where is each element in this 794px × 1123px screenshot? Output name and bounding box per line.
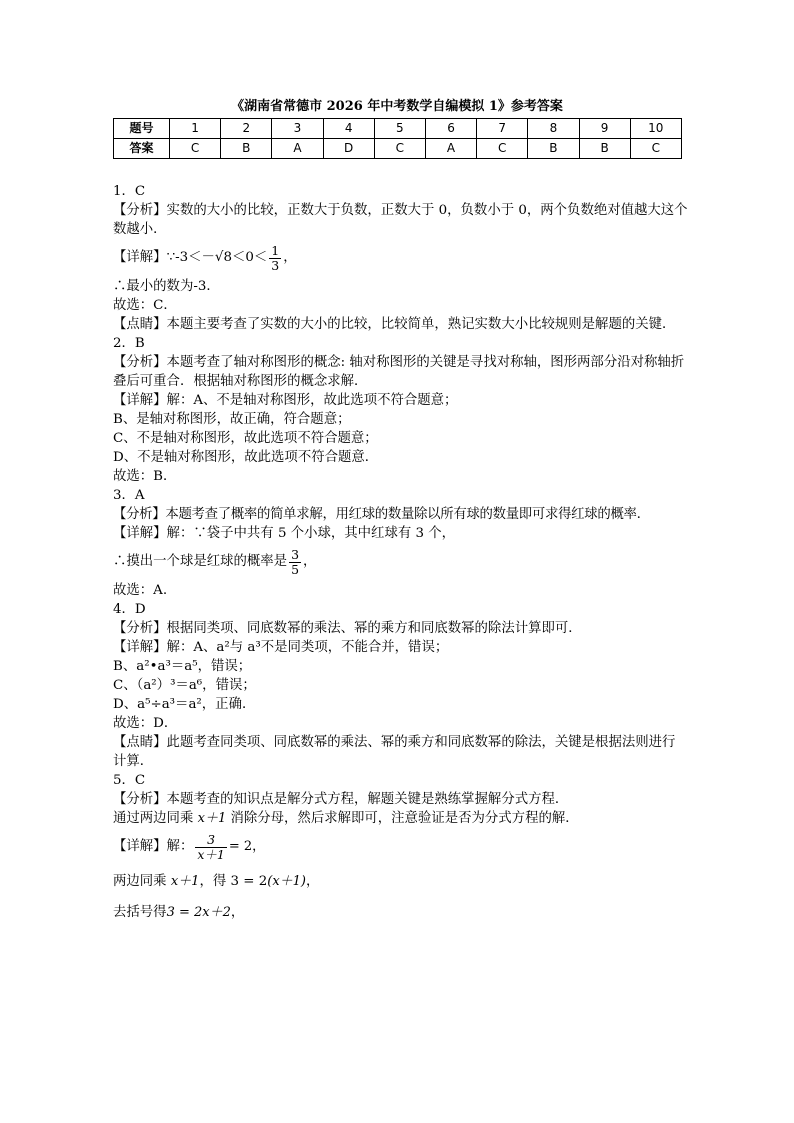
answer-cell: C <box>630 139 681 159</box>
q5-step-math2: (x＋1) <box>267 874 306 889</box>
q4-choice: 故选：D． <box>113 716 178 731</box>
q3-choice: 故选：A. <box>113 583 168 598</box>
q5-detail-tail: = 2， <box>228 839 266 854</box>
answer-cell: C <box>374 139 425 159</box>
q1-fraction-num: 1 <box>271 242 280 258</box>
q2-analysis: 【分析】本题考查了轴对称图形的概念: 轴对称图形的关键是寻找对称轴，图形两部分沿对称轴折叠后可重合．根据轴对称图形的概念求解． <box>113 355 685 389</box>
q1-fraction <box>269 244 281 273</box>
q3-heading: 3．A <box>113 488 145 503</box>
q2-line: D、不是轴对称图形，故此选项不符合题意． <box>113 450 379 465</box>
q5-fraction-num: 3 <box>207 831 216 847</box>
answer-cell: D <box>323 139 374 159</box>
answer-cell: B <box>221 139 272 159</box>
question-number-cell: 1 <box>170 119 221 139</box>
q4-comment: 【点睛】此题考查同类项、同底数幂的乘法、幂的乘方和同底数幂的除法，关键是根据法则进行计算． <box>113 735 676 769</box>
q5-expand-math: 3 = 2x＋2 <box>166 905 231 920</box>
q5-expand <box>113 903 688 922</box>
q3-analysis: 【分析】本题考查了概率的简单求解，用红球的数量除以所有球的数量即可求得红球的概率. <box>113 507 641 522</box>
q5-step-mid: ，得 3 = 2 <box>199 874 268 889</box>
answer-cell: C <box>170 139 221 159</box>
q2-line: C、不是轴对称图形，故此选项不符合题意； <box>113 431 378 446</box>
q5-method <box>113 809 688 828</box>
q4-line: B、a²•a³＝a⁵，错误； <box>113 659 252 674</box>
q5-fraction <box>195 833 227 862</box>
q5-fraction-den: x＋1 <box>197 846 225 862</box>
question-number-cell: 7 <box>477 119 528 139</box>
q3-probability <box>113 543 688 581</box>
q5-detail <box>113 828 688 866</box>
q5-method-math: x＋1 <box>197 811 227 826</box>
q1-analysis: 【分析】实数的大小的比较，正数大于负数，正数大于 0，负数小于 0，两个负数绝对值越大这个数越小． <box>113 203 688 237</box>
q5-expand-pre: 去括号得 <box>113 905 167 920</box>
q4-line: D、a⁵÷a³＝a²，正确． <box>113 697 256 712</box>
q4-heading: 4．D <box>113 602 146 617</box>
answer-cell: A <box>425 139 476 159</box>
q5-heading: 5．C <box>113 773 146 788</box>
question-number-cell: 10 <box>630 119 681 139</box>
q5-step-math: x＋1 <box>170 874 200 889</box>
question-number-cell: 3 <box>272 119 323 139</box>
q1-detail-label: 【详解】 <box>113 250 167 265</box>
question-number-cell: 9 <box>579 119 630 139</box>
q5-step-tail: ， <box>306 874 320 889</box>
q3-fraction-den: 5 <box>291 561 300 577</box>
question-number-cell: 4 <box>323 119 374 139</box>
q3-fraction <box>289 548 301 577</box>
q4-analysis: 【分析】根据同类项、同底数幂的乘法、幂的乘方和同底数幂的除法计算即可． <box>113 621 582 636</box>
q1-comment: 【点睛】本题主要考查了实数的大小的比较，比较简单，熟记实数大小比较规则是解题的关键． <box>113 317 676 332</box>
answer-cell: B <box>528 139 579 159</box>
q3-probability-text: ∴摸出一个球是红球的概率是 <box>113 554 288 569</box>
question-number-cell: 2 <box>221 119 272 139</box>
page-title: 《湖南省常德市 2026 年中考数学自编模拟 1》参考答案 <box>231 99 563 114</box>
q2-heading: 2．B <box>113 336 145 351</box>
q2-line: 【详解】解：A、不是轴对称图形，故此选项不符合题意； <box>113 393 458 408</box>
q1-heading: 1．C <box>113 184 146 199</box>
q2-line: B、是轴对称图形，故正确，符合题意； <box>113 412 351 427</box>
q2-choice: 故选：B． <box>113 469 177 484</box>
q5-analysis: 【分析】本题考查的知识点是解分式方程，解题关键是熟练掌握解分式方程． <box>113 792 569 807</box>
q5-step-pre: 两边同乘 <box>113 874 167 889</box>
answer-row <box>114 139 682 159</box>
row-label-answer: 答案 <box>114 139 170 159</box>
q1-fraction-den: 3 <box>271 257 280 273</box>
question-number-row <box>114 119 682 139</box>
answer-cell: B <box>579 139 630 159</box>
q1-choice: 故选：C． <box>113 298 177 313</box>
answer-cell: C <box>477 139 528 159</box>
answer-table <box>113 118 682 159</box>
q4-line: C、（a²）³＝a⁶，错误； <box>113 678 256 693</box>
q1-detail <box>113 239 688 277</box>
q1-detail-expr: ∵-3＜－√8＜0＜ <box>166 250 268 265</box>
row-label-number: 题号 <box>114 119 170 139</box>
q5-method-pre: 通过两边同乘 <box>113 811 194 826</box>
q3-probability-tail: ， <box>303 554 317 569</box>
q5-expand-tail: ， <box>230 905 245 920</box>
q3-fraction-num: 3 <box>291 546 300 562</box>
q1-line: ∴最小的数为-3． <box>113 279 220 294</box>
q4-line: 【详解】解：A、a²与 a³不是同类项，不能合并，错误； <box>113 640 449 655</box>
q5-method-post: 消除分母，然后求解即可，注意验证是否为分式方程的解． <box>230 811 579 826</box>
q1-detail-tail: ， <box>283 250 297 265</box>
answer-cell: A <box>272 139 323 159</box>
question-number-cell: 6 <box>425 119 476 139</box>
question-number-cell: 5 <box>374 119 425 139</box>
q5-step <box>113 872 688 891</box>
solutions <box>113 182 688 922</box>
q5-detail-label: 【详解】解： <box>113 839 194 854</box>
question-number-cell: 8 <box>528 119 579 139</box>
q3-line: 【详解】解：∵袋子中共有 5 个小球，其中红球有 3 个， <box>113 526 456 541</box>
